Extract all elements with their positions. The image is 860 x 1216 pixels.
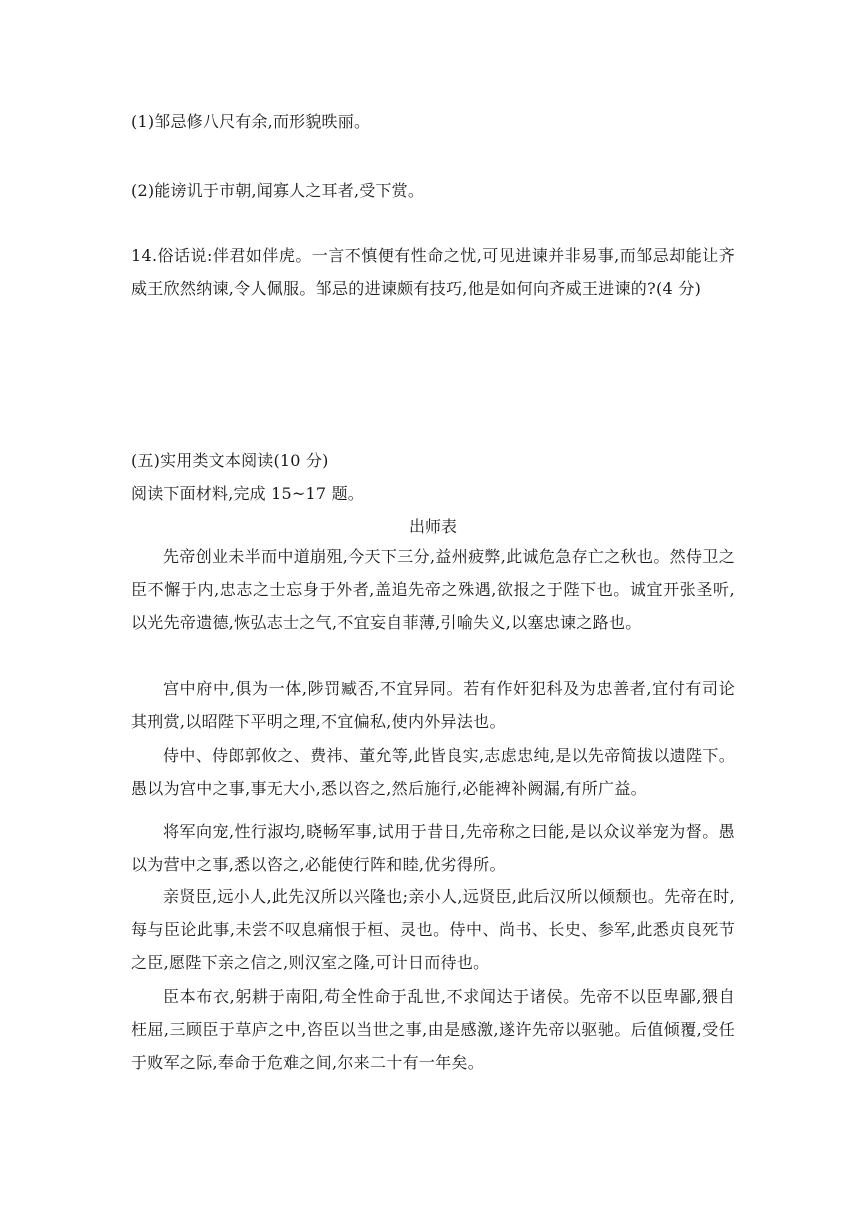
question-13-item-2: (2)能谤讥于市朝,闻寡人之耳者,受下赏。 — [131, 181, 425, 200]
section-heading: (五)实用类文本阅读(10 分) — [131, 451, 329, 470]
article-title: 出师表 — [408, 517, 457, 536]
article-paragraph: 先帝创业未半而中道崩殂,今天下三分,益州疲弊,此诚危急存亡之秋也。然侍卫之臣不懈于内,忠志之士忘身于外者,盖追先帝之殊遇,欲报之于陛下也。诚宜开张圣听,以光先帝遗德,恢弘志士之气,不宜妄自菲薄,引喻失义,以塞忠谏之路也。 — [131, 547, 735, 632]
article-paragraph: 亲贤臣,远小人,此先汉所以兴隆也;亲小人,远贤臣,此后汉所以倾颓也。先帝在时,每与臣论此事,未尝不叹息痛恨于桓、灵也。侍中、尚书、长史、参军,此悉贞良死节之臣,愿陛下亲之信之,则汉室之隆,可计日而待也。 — [131, 887, 735, 972]
article-paragraph: 将军向宠,性行淑均,晓畅军事,试用于昔日,先帝称之曰能,是以众议举宠为督。愚以为营中之事,悉以咨之,必能使行阵和睦,优劣得所。 — [131, 822, 735, 874]
question-13-item-1: (1)邹忌修八尺有余,而形貌昳丽。 — [131, 112, 371, 131]
section-instruction: 阅读下面材料,完成 15~17 题。 — [131, 484, 364, 503]
article-paragraph: 侍中、侍郎郭攸之、费祎、董允等,此皆良实,志虑忠纯,是以先帝简拔以遗陛下。愚以为宫中之事,事无大小,悉以咨之,然后施行,必能裨补阙漏,有所广益。 — [131, 746, 735, 798]
article-paragraph: 宫中府中,俱为一体,陟罚臧否,不宜异同。若有作奸犯科及为忠善者,宜付有司论其刑赏,以昭陛下平明之理,不宜偏私,使内外异法也。 — [131, 679, 735, 731]
article-paragraph: 臣本布衣,躬耕于南阳,苟全性命于乱世,不求闻达于诸侯。先帝不以臣卑鄙,猥自枉屈,三顾臣于草庐之中,咨臣以当世之事,由是感激,遂许先帝以驱驰。后值倾覆,受任于败军之际,奉命于危难之间,尔来二十有一年矣。 — [131, 987, 735, 1072]
question-14: 14.俗话说:伴君如伴虎。一言不慎便有性命之忧,可见进谏并非易事,而邹忌却能让齐威王欣然纳谏,令人佩服。邹忌的进谏颇有技巧,他是如何向齐威王进谏的?(4 分) — [131, 246, 735, 298]
